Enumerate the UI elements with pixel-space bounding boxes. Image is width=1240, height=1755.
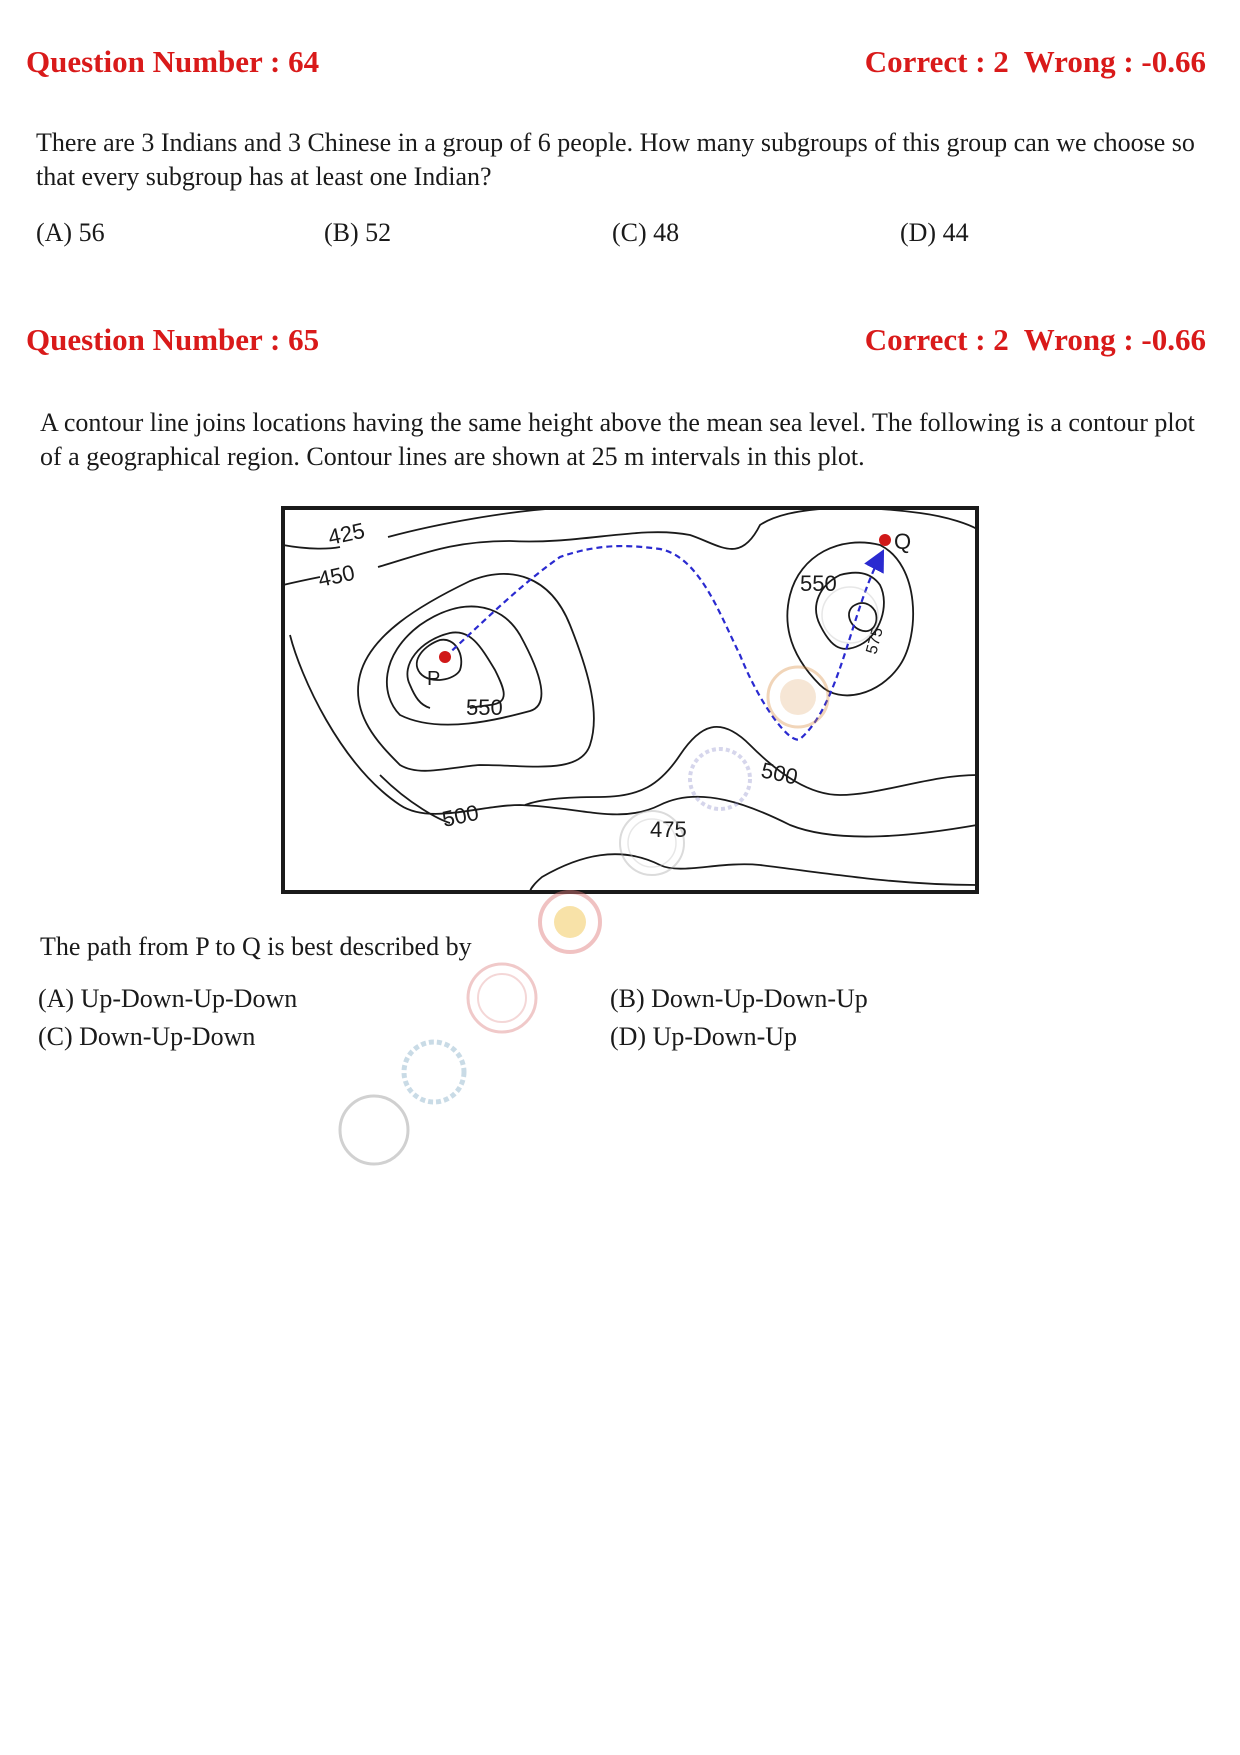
question-65-prompt: The path from P to Q is best described by: [40, 932, 472, 961]
question-number: Question Number : 64: [26, 44, 320, 79]
option-a[interactable]: (A) 56: [36, 218, 105, 247]
contour-plot: [280, 505, 980, 895]
label-q: Q: [894, 529, 912, 554]
point-q-marker: [879, 534, 891, 546]
watermark-logos: [330, 880, 630, 1180]
label-500-right: 500: [758, 757, 801, 790]
question-number: Question Number : 65: [26, 322, 320, 357]
label-p: P: [427, 668, 441, 690]
option-c[interactable]: (C) Down-Up-Down: [38, 1022, 256, 1051]
option-b[interactable]: (B) Down-Up-Down-Up: [610, 984, 868, 1013]
label-550-right: 550: [800, 571, 837, 596]
question-64-header: [26, 44, 1206, 84]
label-575: 575: [863, 625, 887, 657]
option-c[interactable]: (C) 48: [612, 218, 680, 247]
label-450: 450: [315, 559, 357, 592]
label-475: 475: [650, 817, 687, 842]
question-65-text: A contour line joins locations having the same height above the mean sea level. The following is a contour plot of a geographical region. Contour lines are shown at 25 m intervals in this plot.: [40, 408, 1195, 471]
question-65-header: [26, 322, 1206, 362]
option-d[interactable]: (D) Up-Down-Up: [610, 1022, 798, 1051]
marks-info: Correct : 2 Wrong : -0.66: [864, 322, 1206, 357]
label-550-left: 550: [466, 695, 503, 720]
question-64-text: There are 3 Indians and 3 Chinese in a group of 6 people. How many subgroups of this group can we choose so that every subgroup has at least one Indian?: [36, 128, 1195, 191]
contour-plot-figure: [280, 505, 980, 895]
option-b[interactable]: (B) 52: [324, 218, 392, 247]
label-500-bottom: 500: [439, 799, 481, 832]
point-p-marker: [439, 651, 451, 663]
label-425: 425: [325, 517, 367, 550]
option-a[interactable]: (A) Up-Down-Up-Down: [38, 984, 298, 1013]
marks-info: Correct : 2 Wrong : -0.66: [864, 44, 1206, 79]
option-d[interactable]: (D) 44: [900, 218, 969, 247]
